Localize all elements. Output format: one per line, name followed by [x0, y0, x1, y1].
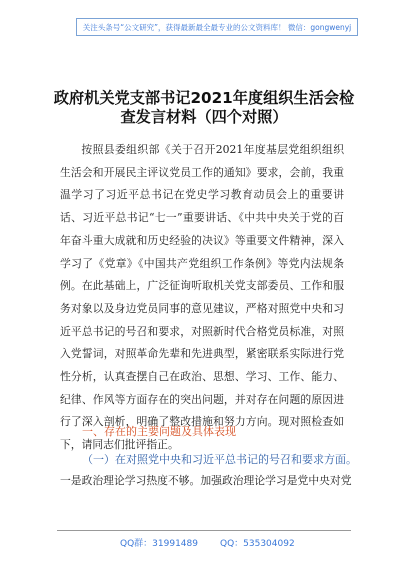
footer-divider: [57, 530, 351, 531]
section-heading: 一、存在的主要问题及具体表现: [82, 425, 236, 438]
intro-paragraph-text: 按照县委组织部《关于召开2021年度基层党组织组织生活会和开展民主评议党员工作的通知》要求，会前，我重温学习了习近平总书记在党史学习教育动员会上的重要讲话、习近平总书记“七一”重要讲话、《中共中央关于党的百年奋斗重大成就和历史经验的决议》等重要文件精神，深入学习了《党章》《中国共产党组织工作条例》等党内法规条例。在此基础上，广泛征询听取机关党支部委员、工作和服务对象以及身边党员同事的意见建议，严格对照党中央和习近平总书记的号召和要求，对照新时代合格党员标准，对照入党誓词，对照革命先辈和先进典型，紧密联系实际进行党性分析，认真查摆自己在政治、思想、学习、工作、能力、纪律、作风等方面存在的突出问题，并对存在问题的原因进行了深入剖析，明确了整改措施和努力方向。现对照检查如下，请同志们批评指正。: [60, 143, 344, 452]
footer: [120, 536, 295, 549]
footer-qq-number: QQ：535304092: [219, 539, 295, 549]
document-title-line-2: 查发言材料（四个对照）: [120, 108, 288, 126]
intro-paragraph: [60, 139, 344, 457]
header-banner: 关注头条号“公文研究”，获得最新最全最专业的公文资料库！ 微信：gongwenyj: [76, 18, 358, 36]
footer-qq-group: QQ群：31991489: [120, 539, 198, 549]
body-line: 一是政治理论学习热度不够。加强政治理论学习是党中央对党: [60, 474, 352, 487]
subsection-heading: （一）在对照党中央和习近平总书记的号召和要求方面。: [82, 453, 357, 466]
document-title-line-1: 政府机关党支部书记2021年度组织生活会检: [53, 89, 355, 107]
